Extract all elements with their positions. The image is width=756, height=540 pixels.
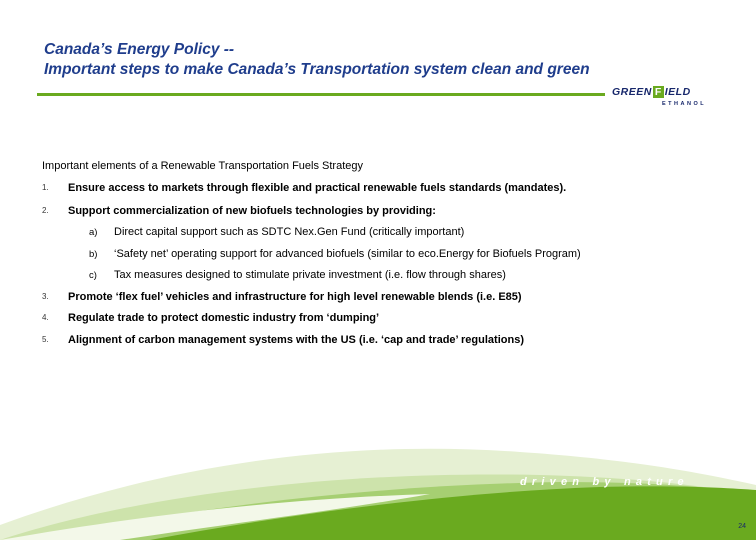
footer-tagline: driven by nature bbox=[520, 476, 689, 488]
title-divider bbox=[37, 93, 605, 96]
logo-text-ield: IELD bbox=[664, 86, 691, 98]
title-line-2: Important steps to make Canada’s Transportation system clean and green bbox=[44, 61, 590, 78]
slide-title bbox=[44, 40, 734, 80]
logo-wordmark bbox=[612, 86, 691, 98]
sub-list-letter: c) bbox=[89, 270, 97, 281]
list-item-text: Support commercialization of new biofuels technologies by providing: bbox=[68, 205, 436, 217]
list-item-number: 4. bbox=[42, 313, 49, 322]
sub-list-letter: b) bbox=[89, 249, 98, 260]
logo-subtext: ETHANOL bbox=[662, 101, 707, 107]
title-line-1: Canada’s Energy Policy -- bbox=[44, 41, 235, 58]
logo-text-f-box: F bbox=[654, 86, 662, 98]
list-item-text: Alignment of carbon management systems with the US (i.e. ‘cap and trade’ regulations) bbox=[68, 334, 524, 346]
sub-list-letter: a) bbox=[89, 227, 98, 238]
sub-list-text: ‘Safety net’ operating support for advanced biofuels (similar to eco.Energy for Biofuels Program) bbox=[114, 248, 581, 260]
list-item-number: 3. bbox=[42, 292, 49, 301]
list-item-text: Promote ‘flex fuel’ vehicles and infrastructure for high level renewable blends (i.e. E85) bbox=[68, 291, 522, 303]
greenfield-logo bbox=[612, 86, 722, 112]
list-item-number: 1. bbox=[42, 183, 49, 192]
logo-text-green: GREEN bbox=[612, 86, 652, 98]
section-subheading: Important elements of a Renewable Transportation Fuels Strategy bbox=[42, 160, 364, 172]
list-item-number: 2. bbox=[42, 206, 49, 215]
sub-list-text: Direct capital support such as SDTC Nex.Gen Fund (critically important) bbox=[114, 226, 465, 238]
list-item-number: 5. bbox=[42, 335, 49, 344]
list-item-text: Regulate trade to protect domestic industry from ‘dumping’ bbox=[68, 312, 380, 324]
sub-list-text: Tax measures designed to stimulate private investment (i.e. flow through shares) bbox=[114, 269, 506, 281]
list-item-text: Ensure access to markets through flexible and practical renewable fuels standards (mandates). bbox=[68, 182, 567, 194]
page-number: 24 bbox=[738, 523, 746, 530]
